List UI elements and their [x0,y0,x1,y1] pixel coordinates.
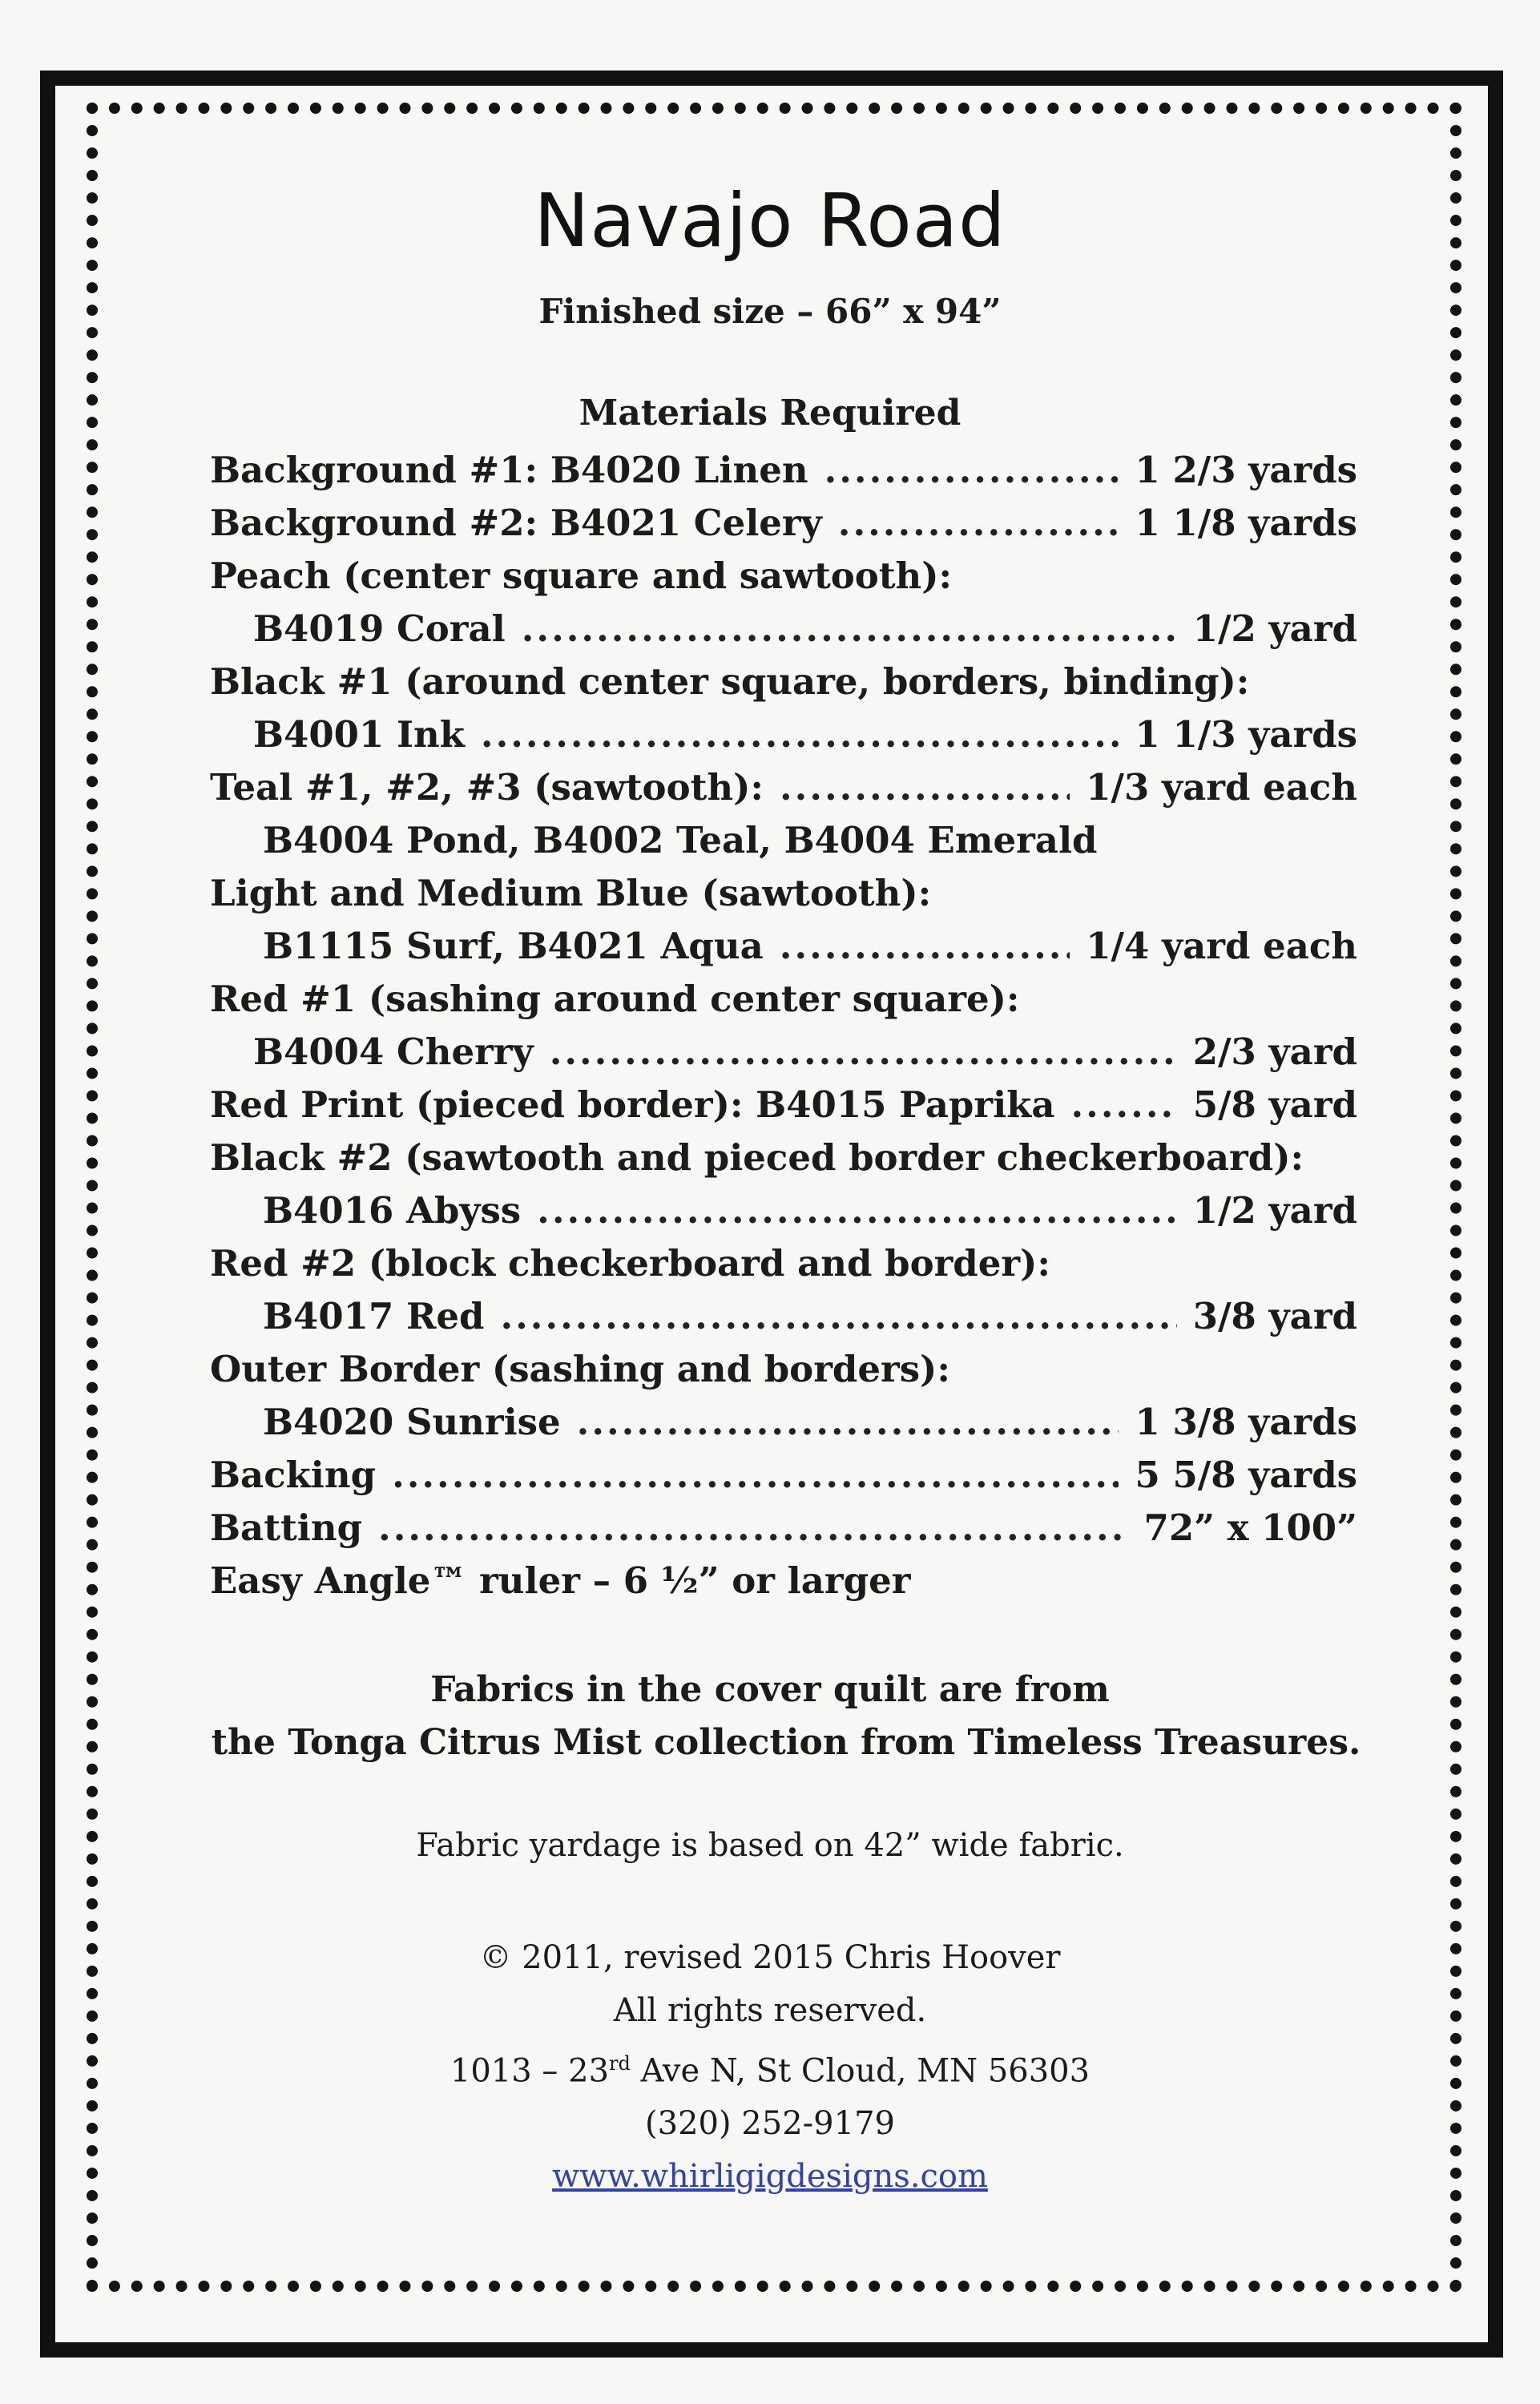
pattern-title: Navajo Road [534,178,1006,264]
material-row [210,1401,1357,1454]
material-qty: 1/2 yard [1192,607,1357,650]
material-row [210,660,1357,713]
leader-dots [537,1189,1177,1232]
material-label: Batting [210,1507,363,1549]
material-label: Peach (center square and sawtooth): [210,555,953,597]
material-row [210,607,1357,660]
material-label: Easy Angle™ ruler – 6 ½” or larger [210,1559,911,1602]
material-label: B1115 Surf, B4021 Aqua [263,925,764,967]
leader-dots [824,449,1119,491]
phone-line: (320) 252-9179 [645,2105,895,2143]
address-number: 1013 – 23 [450,2052,610,2090]
leader-dots [838,502,1119,544]
material-row [210,449,1357,502]
address-line [0,2037,1540,2097]
material-label: B4017 Red [263,1295,485,1337]
finished-size: Finished size – 66” x 94” [538,292,1002,331]
material-label: B4004 Cherry [253,1031,534,1073]
material-row [210,925,1357,978]
material-row [210,872,1357,925]
material-label: B4019 Coral [253,607,506,650]
material-qty: 5 5/8 yards [1135,1454,1357,1496]
material-row [210,1295,1357,1348]
fabrics-note [0,1664,1540,1769]
material-row [210,1189,1357,1242]
material-qty: 3/8 yard [1192,1295,1357,1337]
material-qty: 1/3 yard each [1086,766,1357,809]
material-qty: 1 1/3 yards [1135,713,1357,756]
material-label: Teal #1, #2, #3 (sawtooth): [210,766,764,809]
material-qty: 5/8 yard [1192,1083,1357,1126]
material-label: B4001 Ink [253,713,465,756]
contact-block [0,1931,1540,2203]
material-qty: 1/4 yard each [1086,925,1357,967]
material-row [210,1559,1357,1612]
materials-heading: Materials Required [579,393,961,434]
leader-dots [780,766,1070,809]
copyright-line: © 2011, revised 2015 Chris Hoover [479,1939,1061,1976]
address-ordinal: rd [609,2052,631,2075]
material-row [210,978,1357,1031]
material-row [210,1136,1357,1189]
address-rest: Ave N, St Cloud, MN 56303 [630,2052,1090,2090]
material-qty: 1 3/8 yards [1135,1401,1357,1443]
leader-dots [780,925,1070,967]
yardage-note: Fabric yardage is based on 42” wide fabric. [416,1827,1124,1864]
fabrics-note-line: Fabrics in the cover quilt are from [430,1669,1110,1710]
leader-dots [500,1295,1176,1337]
material-row [210,555,1357,607]
material-row [210,1348,1357,1401]
leader-dots [1071,1083,1177,1126]
leader-dots [522,607,1177,650]
material-label: Light and Medium Blue (sawtooth): [210,872,932,914]
material-qty: 72” x 100” [1143,1507,1357,1549]
website-link[interactable]: www.whirligigdesigns.com [552,2158,988,2196]
material-label: Background #1: B4020 Linen [210,449,808,491]
leader-dots [392,1454,1119,1496]
material-row [210,502,1357,555]
material-qty: 1 2/3 yards [1135,449,1357,491]
material-row [210,1507,1357,1559]
material-label: Black #2 (sawtooth and pieced border checkerboard): [210,1136,1304,1179]
material-row [210,1083,1357,1136]
material-label: Red #1 (sashing around center square): [210,978,1020,1020]
material-row [210,1242,1357,1295]
material-qty: 1 1/8 yards [1135,502,1357,544]
material-row [210,713,1357,766]
material-label: Red #2 (block checkerboard and border): [210,1242,1050,1285]
material-label: B4004 Pond, B4002 Teal, B4004 Emerald [263,819,1098,861]
leader-dots [481,713,1119,756]
leader-dots [577,1401,1119,1443]
material-label: Backing [210,1454,377,1496]
material-row [210,766,1357,819]
materials-list [210,449,1357,1612]
material-label: Red Print (pieced border): B4015 Paprika [210,1083,1055,1126]
fabrics-note-line: the Tonga Citrus Mist collection from Timeless Treasures. [211,1722,1361,1763]
material-row [210,1454,1357,1507]
material-qty: 1/2 yard [1192,1189,1357,1232]
material-label: B4020 Sunrise [263,1401,561,1443]
leader-dots [378,1507,1127,1549]
material-label: Outer Border (sashing and borders): [210,1348,950,1390]
material-label: Black #1 (around center square, borders, binding): [210,660,1250,703]
material-label: Background #2: B4021 Celery [210,502,822,544]
material-row [210,1031,1357,1083]
leader-dots [550,1031,1177,1073]
material-row [210,819,1357,872]
material-label: B4016 Abyss [263,1189,522,1232]
rights-line: All rights reserved. [613,1992,927,2029]
material-qty: 2/3 yard [1192,1031,1357,1073]
